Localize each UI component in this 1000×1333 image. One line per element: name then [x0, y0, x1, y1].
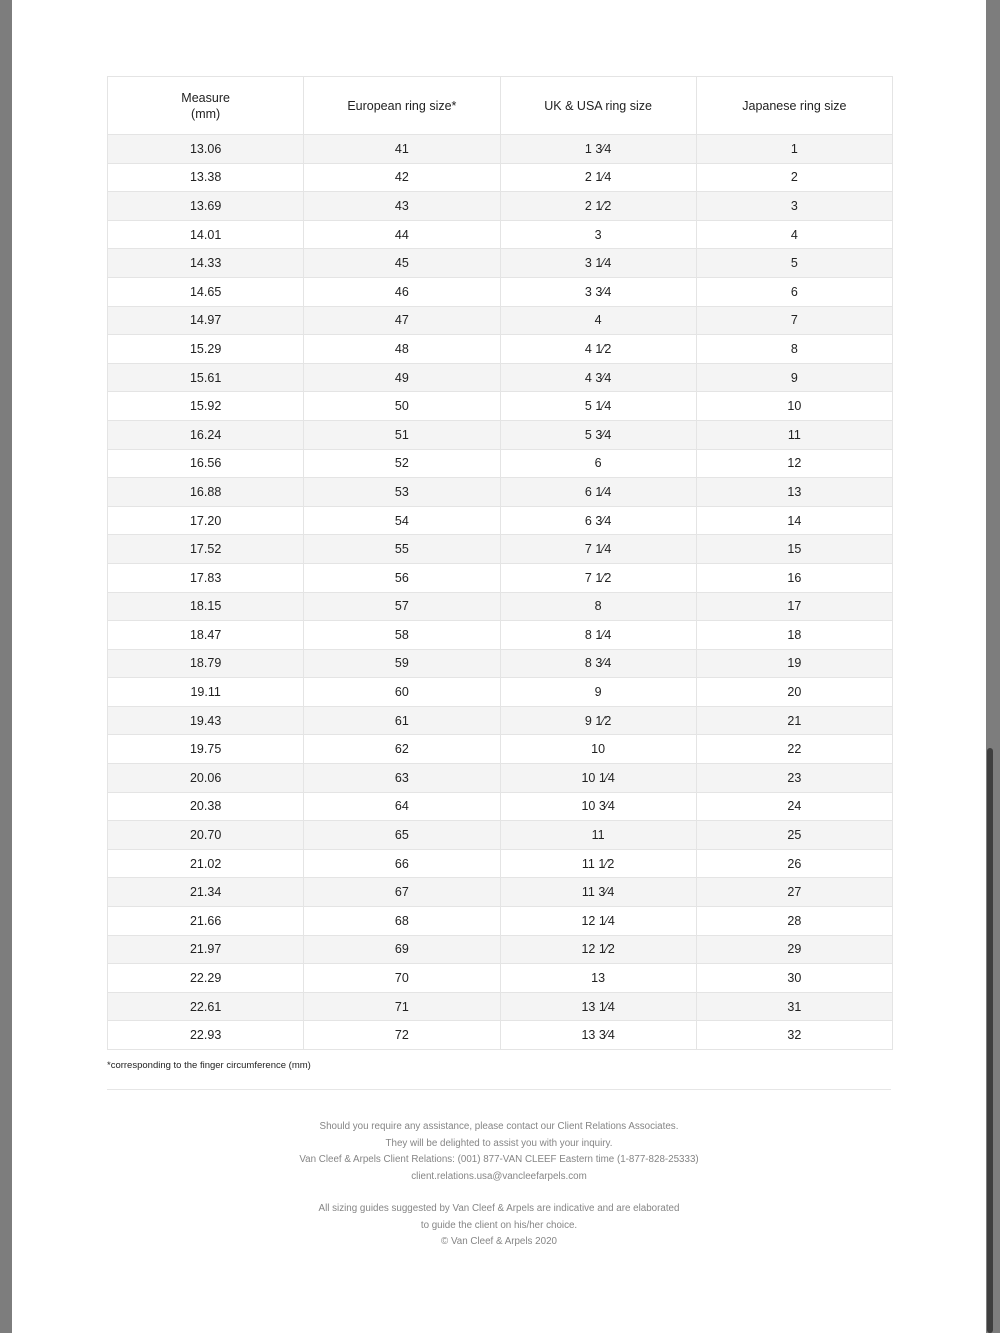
table-row — [108, 163, 893, 192]
footnote: *corresponding to the finger circumference (mm) — [107, 1060, 311, 1071]
table-row — [108, 878, 893, 907]
header-measure — [108, 77, 304, 135]
table-row — [108, 764, 893, 793]
header-uk-usa: UK & USA ring size — [500, 77, 696, 135]
cell-measure: 19.43 — [108, 706, 304, 735]
cell-measure: 19.11 — [108, 678, 304, 707]
cell-japanese: 23 — [696, 764, 892, 793]
table-row — [108, 849, 893, 878]
cell-measure: 18.79 — [108, 649, 304, 678]
cell-japanese: 24 — [696, 792, 892, 821]
cell-uk-usa: 2 1⁄2 — [500, 192, 696, 221]
cell-japanese: 9 — [696, 363, 892, 392]
table-row — [108, 277, 893, 306]
cell-european: 41 — [304, 135, 500, 164]
cell-japanese: 19 — [696, 649, 892, 678]
table-row — [108, 907, 893, 936]
header-measure-line2: (mm) — [191, 106, 221, 121]
cell-european: 56 — [304, 563, 500, 592]
cell-measure: 16.88 — [108, 478, 304, 507]
header-european: European ring size* — [304, 77, 500, 135]
cell-japanese: 14 — [696, 506, 892, 535]
cell-japanese: 4 — [696, 220, 892, 249]
table-row — [108, 792, 893, 821]
cell-european: 55 — [304, 535, 500, 564]
cell-european: 51 — [304, 420, 500, 449]
cell-uk-usa: 5 1⁄4 — [500, 392, 696, 421]
cell-japanese: 20 — [696, 678, 892, 707]
cell-uk-usa: 3 — [500, 220, 696, 249]
cell-measure: 15.29 — [108, 335, 304, 364]
header-japanese: Japanese ring size — [696, 77, 892, 135]
cell-european: 71 — [304, 992, 500, 1021]
cell-european: 67 — [304, 878, 500, 907]
cell-measure: 14.01 — [108, 220, 304, 249]
cell-uk-usa: 11 — [500, 821, 696, 850]
cell-european: 52 — [304, 449, 500, 478]
cell-japanese: 6 — [696, 277, 892, 306]
cell-measure: 17.52 — [108, 535, 304, 564]
cell-measure: 22.61 — [108, 992, 304, 1021]
cell-uk-usa: 6 1⁄4 — [500, 478, 696, 507]
cell-european: 69 — [304, 935, 500, 964]
table-row — [108, 1021, 893, 1050]
cell-european: 58 — [304, 621, 500, 650]
cell-uk-usa: 2 1⁄4 — [500, 163, 696, 192]
cell-european: 50 — [304, 392, 500, 421]
cell-measure: 20.38 — [108, 792, 304, 821]
table-row — [108, 678, 893, 707]
divider — [107, 1089, 891, 1090]
cell-european: 46 — [304, 277, 500, 306]
cell-japanese: 11 — [696, 420, 892, 449]
cell-european: 70 — [304, 964, 500, 993]
table-row — [108, 135, 893, 164]
cell-uk-usa: 11 3⁄4 — [500, 878, 696, 907]
cell-measure: 16.24 — [108, 420, 304, 449]
cell-measure: 17.20 — [108, 506, 304, 535]
cell-measure: 18.47 — [108, 621, 304, 650]
table-row — [108, 649, 893, 678]
cell-uk-usa: 9 1⁄2 — [500, 706, 696, 735]
cell-european: 68 — [304, 907, 500, 936]
cell-european: 48 — [304, 335, 500, 364]
table-row — [108, 249, 893, 278]
cell-european: 44 — [304, 220, 500, 249]
disclaimer — [107, 1201, 891, 1251]
cell-japanese: 1 — [696, 135, 892, 164]
cell-measure: 15.92 — [108, 392, 304, 421]
cell-japanese: 10 — [696, 392, 892, 421]
table-row — [108, 192, 893, 221]
cell-measure: 14.97 — [108, 306, 304, 335]
cell-uk-usa: 9 — [500, 678, 696, 707]
cell-measure: 13.69 — [108, 192, 304, 221]
contact-line: Van Cleef & Arpels Client Relations: (001) 877-VAN CLEEF Eastern time (1-877-828-25333) — [299, 1154, 699, 1165]
contact-line: They will be delighted to assist you with your inquiry. — [385, 1137, 613, 1149]
cell-japanese: 8 — [696, 335, 892, 364]
cell-japanese: 2 — [696, 163, 892, 192]
cell-measure: 14.65 — [108, 277, 304, 306]
contact-info — [107, 1119, 891, 1185]
cell-european: 43 — [304, 192, 500, 221]
table-row — [108, 420, 893, 449]
cell-japanese: 29 — [696, 935, 892, 964]
cell-uk-usa: 6 3⁄4 — [500, 506, 696, 535]
disclaimer-line: All sizing guides suggested by Van Cleef & Arpels are indicative and are elaborated — [318, 1203, 680, 1214]
cell-measure: 21.66 — [108, 907, 304, 936]
cell-japanese: 32 — [696, 1021, 892, 1050]
cell-european: 66 — [304, 849, 500, 878]
cell-european: 64 — [304, 792, 500, 821]
table-row — [108, 735, 893, 764]
table-row — [108, 449, 893, 478]
cell-uk-usa: 12 1⁄2 — [500, 935, 696, 964]
cell-uk-usa: 3 3⁄4 — [500, 277, 696, 306]
cell-uk-usa: 8 1⁄4 — [500, 621, 696, 650]
cell-japanese: 16 — [696, 563, 892, 592]
table-row — [108, 506, 893, 535]
cell-measure: 13.38 — [108, 163, 304, 192]
cell-uk-usa: 10 1⁄4 — [500, 764, 696, 793]
contact-email: client.relations.usa@vancleefarpels.com — [411, 1170, 587, 1182]
cell-uk-usa: 5 3⁄4 — [500, 420, 696, 449]
cell-japanese: 28 — [696, 907, 892, 936]
cell-european: 60 — [304, 678, 500, 707]
table-row — [108, 306, 893, 335]
cell-japanese: 5 — [696, 249, 892, 278]
cell-japanese: 18 — [696, 621, 892, 650]
header-measure-line1: Measure — [181, 90, 230, 105]
cell-uk-usa: 4 1⁄2 — [500, 335, 696, 364]
cell-measure: 21.02 — [108, 849, 304, 878]
cell-measure: 15.61 — [108, 363, 304, 392]
cell-measure: 16.56 — [108, 449, 304, 478]
cell-uk-usa: 4 — [500, 306, 696, 335]
table-row — [108, 563, 893, 592]
cell-japanese: 21 — [696, 706, 892, 735]
table-row — [108, 478, 893, 507]
cell-european: 61 — [304, 706, 500, 735]
cell-japanese: 31 — [696, 992, 892, 1021]
cell-measure: 22.93 — [108, 1021, 304, 1050]
cell-uk-usa: 6 — [500, 449, 696, 478]
table-row — [108, 363, 893, 392]
table-row — [108, 335, 893, 364]
scrollbar-thumb[interactable] — [987, 748, 993, 1333]
table-row — [108, 621, 893, 650]
cell-european: 62 — [304, 735, 500, 764]
cell-uk-usa: 13 1⁄4 — [500, 992, 696, 1021]
cell-uk-usa: 13 — [500, 964, 696, 993]
cell-european: 45 — [304, 249, 500, 278]
table-row — [108, 392, 893, 421]
cell-japanese: 30 — [696, 964, 892, 993]
table-row — [108, 220, 893, 249]
cell-uk-usa: 10 3⁄4 — [500, 792, 696, 821]
cell-uk-usa: 1 3⁄4 — [500, 135, 696, 164]
cell-european: 65 — [304, 821, 500, 850]
cell-uk-usa: 10 — [500, 735, 696, 764]
cell-european: 59 — [304, 649, 500, 678]
cell-japanese: 22 — [696, 735, 892, 764]
cell-measure: 19.75 — [108, 735, 304, 764]
cell-measure: 21.97 — [108, 935, 304, 964]
cell-japanese: 27 — [696, 878, 892, 907]
cell-japanese: 25 — [696, 821, 892, 850]
table-header-row — [108, 77, 893, 135]
cell-european: 54 — [304, 506, 500, 535]
table-row — [108, 706, 893, 735]
cell-uk-usa: 13 3⁄4 — [500, 1021, 696, 1050]
cell-european: 49 — [304, 363, 500, 392]
contact-line: Should you require any assistance, please contact our Client Relations Associates. — [319, 1121, 679, 1132]
table-row — [108, 592, 893, 621]
cell-uk-usa: 11 1⁄2 — [500, 849, 696, 878]
cell-european: 53 — [304, 478, 500, 507]
table-row — [108, 935, 893, 964]
cell-european: 47 — [304, 306, 500, 335]
disclaimer-line: to guide the client on his/her choice. — [420, 1219, 578, 1231]
cell-japanese: 13 — [696, 478, 892, 507]
table-row — [108, 964, 893, 993]
cell-measure: 20.70 — [108, 821, 304, 850]
ring-size-table — [107, 76, 893, 1050]
cell-japanese: 7 — [696, 306, 892, 335]
table-row — [108, 821, 893, 850]
cell-uk-usa: 3 1⁄4 — [500, 249, 696, 278]
cell-uk-usa: 8 — [500, 592, 696, 621]
cell-uk-usa: 12 1⁄4 — [500, 907, 696, 936]
cell-japanese: 3 — [696, 192, 892, 221]
cell-european: 57 — [304, 592, 500, 621]
cell-japanese: 26 — [696, 849, 892, 878]
cell-european: 63 — [304, 764, 500, 793]
cell-measure: 14.33 — [108, 249, 304, 278]
cell-uk-usa: 7 1⁄4 — [500, 535, 696, 564]
cell-uk-usa: 7 1⁄2 — [500, 563, 696, 592]
table-row — [108, 535, 893, 564]
cell-japanese: 17 — [696, 592, 892, 621]
cell-measure: 22.29 — [108, 964, 304, 993]
table-row — [108, 992, 893, 1021]
cell-japanese: 12 — [696, 449, 892, 478]
cell-measure: 13.06 — [108, 135, 304, 164]
cell-european: 72 — [304, 1021, 500, 1050]
cell-measure: 20.06 — [108, 764, 304, 793]
cell-measure: 21.34 — [108, 878, 304, 907]
table-body — [108, 135, 893, 1050]
copyright: © Van Cleef & Arpels 2020 — [441, 1236, 557, 1247]
page — [12, 0, 986, 1333]
cell-measure: 17.83 — [108, 563, 304, 592]
cell-uk-usa: 8 3⁄4 — [500, 649, 696, 678]
cell-japanese: 15 — [696, 535, 892, 564]
cell-uk-usa: 4 3⁄4 — [500, 363, 696, 392]
cell-measure: 18.15 — [108, 592, 304, 621]
cell-european: 42 — [304, 163, 500, 192]
